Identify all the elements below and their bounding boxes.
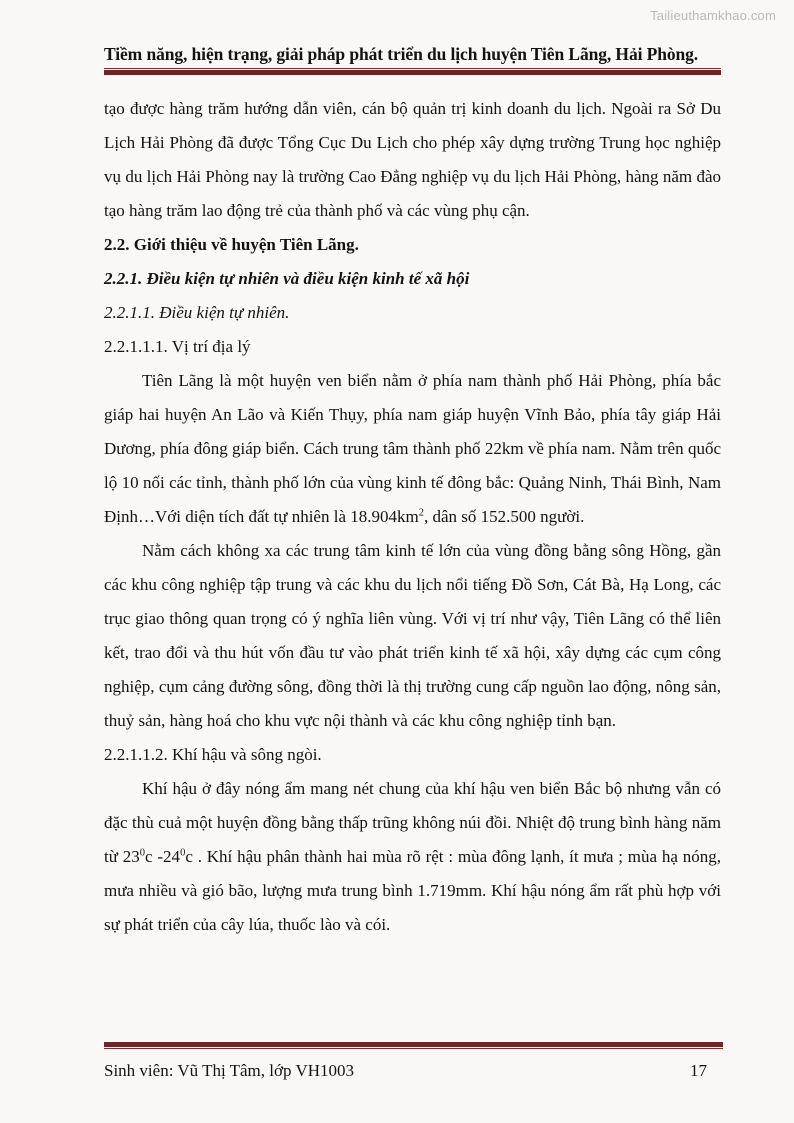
footer-rule (104, 1042, 723, 1049)
heading-2-2-1-1-1: 2.2.1.1.1. Vị trí địa lý (104, 337, 251, 356)
running-header (104, 44, 721, 75)
paragraph-kinh-te: Nằm cách không xa các trung tâm kinh tế lớn của vùng đồng bằng sông Hồng, gần các khu công nghiệp tập trung và các khu du lịch nổi tiếng Đồ Sơn, Cát Bà, Hạ Long, các trục giao thông quan trọng có ý nghĩa liên vùng. Với vị trí như vậy, Tiên Lãng có thể liên kết, trao đổi và thu hút vốn đầu tư vào phát triển kinh tế xã hội, xây dựng các cụm công nghiệp, cụm cảng đường sông, đồng thời là thị trường cung cấp nguồn lao động, nông sản, thuỷ sản, hàng hoá cho khu vực nội thành và các khu công nghiệp tỉnh bạn. (104, 541, 721, 730)
header-rule (104, 68, 721, 75)
heading-2-2-1-1: 2.2.1.1. Điều kiện tự nhiên. (104, 303, 290, 322)
footer-student-line: Sinh viên: Vũ Thị Tâm, lớp VH1003 (104, 1061, 354, 1080)
superscript-degree-1: 0 (139, 847, 146, 859)
header-title: Tiềm năng, hiện trạng, giải pháp phát triển du lịch huyện Tiên Lãng, Hải Phòng. (104, 44, 699, 64)
heading-2-2: 2.2. Giới thiệu về huyện Tiên Lãng. (104, 235, 359, 254)
page-number: 17 (690, 1061, 707, 1080)
paragraph-vi-tri-dia-ly-text-1: Tiên Lãng là một huyện ven biển nằm ở phía nam thành phố Hải Phòng, phía bắc giáp hai huyện An Lão và Kiến Thụy, phía nam giáp huyện Vĩnh Bảo, phía tây giáp Hải Dương, phía đông giáp biển. Cách trung tâm thành phố 22km về phía nam. Nằm trên quốc lộ 10 nối các tỉnh, thành phố lớn của vùng kinh tế đông bắc: Quảng Ninh, Thái Bình, Nam Định…Với diện tích đất tự nhiên là 18.904km (104, 371, 721, 526)
document-body (104, 92, 721, 942)
superscript-degree-2: 0 (180, 847, 186, 859)
running-footer (104, 1042, 723, 1081)
paragraph-khi-hau-text-2: c -24 (145, 847, 181, 866)
footer-row (104, 1061, 723, 1081)
paragraph-vi-tri-dia-ly (104, 364, 721, 534)
heading-2-2-1: 2.2.1. Điều kiện tự nhiên và điều kiện kinh tế xã hội (104, 269, 470, 288)
paragraph-khi-hau-text-3: c . Khí hậu phân thành hai mùa rõ rệt : mùa đông lạnh, ít mưa ; mùa hạ nóng, mưa nhiều và gió bão, lượng mưa trung bình 1.719mm. Khí hậu nóng ẩm rất phù hợp với sự phát triển của cây lúa, thuốc lào và cói. (104, 847, 721, 934)
paragraph-khi-hau-text-1: Khí hậu ở đây nóng ẩm mang nét chung của khí hậu ven biển Bắc bộ nhưng vẫn có đặc thù cuả một huyện đồng bằng thấp trũng không núi đồi. Nhiệt độ trung bình hàng năm từ 23 (104, 779, 721, 866)
paragraph-continued: tạo được hàng trăm hướng dẫn viên, cán bộ quản trị kinh doanh du lịch. Ngoài ra Sở Du Lịch Hải Phòng đã được Tổng Cục Du Lịch cho phép xây dựng trường Trung học nghiệp vụ du lịch Hải Phòng nay là trường Cao Đẳng nghiệp vụ du lịch Hải Phòng, hàng năm đào tạo hàng trăm lao động trẻ của thành phố và các vùng phụ cận. (104, 99, 721, 220)
paragraph-vi-tri-dia-ly-text-2: , dân số 152.500 người. (423, 507, 585, 526)
paragraph-khi-hau (104, 772, 721, 942)
heading-2-2-1-1-2: 2.2.1.1.2. Khí hậu và sông ngòi. (104, 745, 322, 764)
watermark-text: Tailieuthamkhao.com (650, 8, 776, 23)
superscript-km2: 2 (418, 507, 424, 519)
